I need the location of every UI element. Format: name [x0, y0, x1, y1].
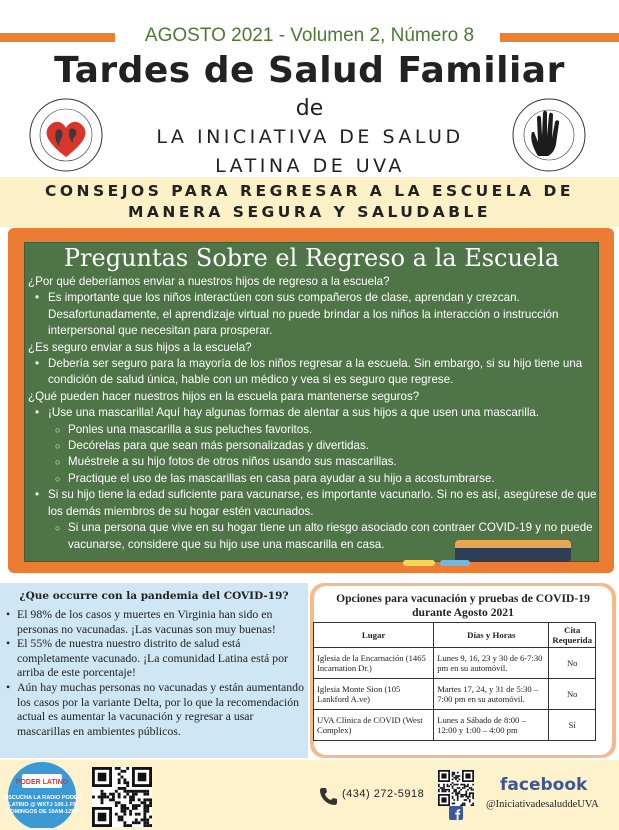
- radio-poder-latino-logo-icon: [8, 760, 76, 828]
- table-row: [314, 648, 596, 679]
- board-subbullet: ○ Practique el uso de las mascarillas en casa para ayudar a su hijo a acostumbrarse.: [28, 471, 598, 487]
- board-bullet: • Debería ser seguro para la mayoría de los niños regresar a la escuela. Sin embargo, si su hijo tiene una condición de salud única, hable con un médico y vea si es seguro que regrese.: [28, 356, 598, 389]
- eraser-icon: [455, 540, 571, 562]
- cell-lugar: Iglesia de la Encarnación (1465 Incarnation Dr.): [314, 648, 434, 679]
- table-header-row: [314, 623, 596, 648]
- title-de: de: [295, 96, 324, 121]
- qr-code-icon[interactable]: [92, 767, 152, 827]
- org-name-line1: LA INICIATIVA DE SALUD: [156, 126, 464, 148]
- cell-lugar: UVA Clínica de COVID (West Complex): [314, 710, 434, 741]
- board-bullet: • Si su hijo tiene la edad suficiente para vacunarse, es importante vacunarlo. Si no es así, asegúrese de que los demás miembros de su hogar estén vacunados.: [28, 487, 598, 520]
- newsletter-title: Tardes de Salud Familiar: [54, 50, 565, 91]
- blue-chalk-icon: [440, 560, 470, 566]
- chalkboard-title: Preguntas Sobre el Regreso a la Escuela: [63, 244, 560, 272]
- board-bullet: • ¡Use una mascarilla! Aquí hay algunas formas de alentar a sus hijos a que usen una mascarilla.: [28, 405, 598, 421]
- col-header-dias: Días y Horas: [434, 623, 549, 648]
- col-header-cita: Cita Requerida: [549, 623, 596, 648]
- table-row: [314, 710, 596, 741]
- phone-number[interactable]: (434) 272-5918: [342, 788, 425, 800]
- cell-cita: No: [549, 679, 596, 710]
- cell-cita: No: [549, 648, 596, 679]
- vaccine-title-line1: Opciones para vacunación y pruebas de COVID-19: [336, 592, 590, 605]
- headline-line1: CONSEJOS PARA REGRESAR A LA ESCUELA DE: [45, 182, 574, 200]
- phone-icon: [318, 786, 338, 806]
- facebook-handle[interactable]: @IniciativadesaluddeUVA: [486, 799, 599, 810]
- vaccine-title-line2: durante Agosto 2021: [412, 606, 514, 619]
- board-subbullet: ○ Ponles una mascarilla a sus peluches favoritos.: [28, 422, 598, 438]
- cell-lugar: Iglesia Monte Sion (105 Lankford A.ve): [314, 679, 434, 710]
- board-subbullet: ○ Si una persona que vive en su hogar tiene un alto riesgo asociado con contraer COVID-19 y no puede vacunarse, considere que su hijo use una mascarilla en casa.: [28, 520, 598, 553]
- table-row: [314, 679, 596, 710]
- vaccine-panel-title: [314, 592, 612, 620]
- covid-list-item: • Aún hay muchas personas no vacunadas y están aumentando los casos por la variante Delta, por lo que la recomendación actual es aumentar la vacunación y regresar a usar mascarillas en ambientes públicos.: [6, 680, 304, 738]
- cell-dias: Lunes 9, 16, 23 y 30 de 6-7:30 pm en su automóvil.: [434, 648, 549, 679]
- covid-list-item: • El 98% de los casos y muertes en Virginia han sido en personas no vacunadas. ¡Las vacunas son muy buenas!: [6, 607, 304, 636]
- promotores-hand-logo-icon: [512, 98, 586, 172]
- board-question: ¿Qué pueden hacer nuestros hijos en la escuela para mantenerse seguros?: [28, 389, 420, 403]
- headline: [0, 181, 619, 223]
- yellow-chalk-icon: [403, 560, 435, 566]
- facebook-icon: [449, 806, 463, 820]
- issue-line: AGOSTO 2021 - Volumen 2, Número 8: [144, 25, 475, 46]
- covid-list: [6, 607, 304, 738]
- cell-cita: Sí: [549, 710, 596, 741]
- radio-logo-text: PODER LATINO: [15, 779, 69, 786]
- org-name-line2: LATINA DE UVA: [215, 155, 405, 177]
- chalkboard-content: [28, 274, 598, 553]
- headline-line2: MANERA SEGURA Y SALUDABLE: [127, 203, 492, 221]
- qr-code-icon[interactable]: [438, 770, 474, 806]
- board-bullet: • Es importante que los niños interactúen con sus compañeros de clase, aprendan y crezcan. Desafortunadamente, el aprendizaje virtual no puede brindar a los niños la interacción o instrucción interpersonal que necesitan para prosperar.: [28, 290, 598, 339]
- vaccine-table: [313, 622, 596, 741]
- board-subbullet: ○ Decórelas para que sean más personalizadas y divertidas.: [28, 438, 598, 454]
- cell-dias: Lunes a Sábado de 8:00 – 12:00 y 1:00 – 4:00 pm: [434, 710, 549, 741]
- covid-panel-title: ¿Que occurre con la pandemia del COVID-19?: [19, 590, 289, 602]
- covid-list-item: • El 55% de nuestra nuestro distrito de salud está completamente vacunado. ¡La comunidad Latina está por arriba de este porcentaje!: [6, 636, 304, 680]
- facebook-wordmark[interactable]: facebook: [500, 775, 588, 795]
- board-question: ¿Por qué deberíamos enviar a nuestros hijos de regreso a la escuela?: [28, 275, 390, 288]
- iniciativa-logo-icon: [28, 97, 104, 173]
- col-header-lugar: Lugar: [314, 623, 434, 648]
- board-subbullet: ○ Muéstrele a su hijo fotos de otros niños usando sus mascarillas.: [28, 454, 598, 470]
- cell-dias: Martes 17, 24, y 31 de 5:30 – 7:00 pm en su automóvil.: [434, 679, 549, 710]
- radio-info: ESCUCHA LA RADIO PODER LATINO @ WXTJ 100.1 FM DOMINGOS DE 10AM-12PM: [4, 795, 82, 815]
- board-question: ¿Es seguro enviar a sus hijos a la escuela?: [28, 340, 252, 354]
